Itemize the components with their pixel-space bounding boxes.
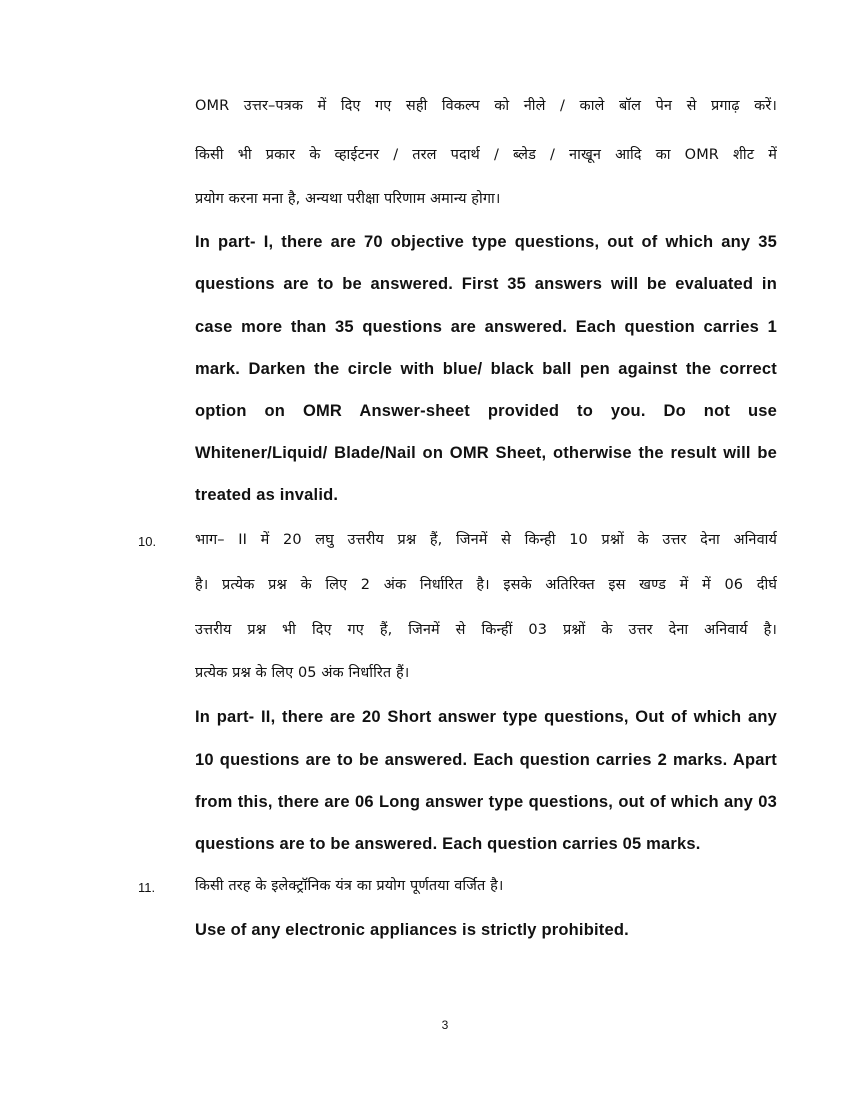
part1-english-line-1: In part- I, there are 70 objective type questions, out of which any 35 (195, 233, 777, 251)
part1-english-line-4: mark. Darken the circle with blue/ black ball pen against the correct (195, 360, 777, 378)
item-10-hindi-line-4: प्रत्येक प्रश्न के लिए 05 अंक निर्धारित हैं। (195, 665, 410, 681)
item-10-english-line-2: 10 questions are to be answered. Each question carries 2 marks. Apart (195, 751, 777, 769)
omr-instruction-hindi-line-3: प्रयोग करना मना है, अन्यथा परीक्षा परिणाम अमान्य होगा। (195, 191, 501, 207)
item-10-english-line-3: from this, there are 06 Long answer type questions, out of which any 03 (195, 793, 777, 811)
item-10-hindi-line-1: भाग– II में 20 लघु उत्तरीय प्रश्न हैं, जिनमें से किन्ही 10 प्रश्नों के उत्तर देना अनिवार्य (195, 532, 777, 548)
item-10-number: 10. (138, 534, 157, 549)
part1-english-line-2: questions are to be answered. First 35 answers will be evaluated in (195, 275, 777, 293)
part1-english-line-7: treated as invalid. (195, 486, 339, 504)
item-11-number: 11. (138, 880, 156, 895)
item-11-hindi: किसी तरह के इलेक्ट्रॉनिक यंत्र का प्रयोग पूर्णतया वर्जित है। (195, 878, 504, 894)
part1-english-line-3: case more than 35 questions are answered. Each question carries 1 (195, 318, 777, 336)
page-number: 3 (441, 1018, 449, 1032)
item-10-english-line-1: In part- II, there are 20 Short answer type questions, Out of which any (195, 708, 777, 726)
part1-english-line-6: Whitener/Liquid/ Blade/Nail on OMR Sheet, otherwise the result will be (195, 444, 777, 462)
item-10-hindi-line-2: है। प्रत्येक प्रश्न के लिए 2 अंक निर्धारित है। इसके अतिरिक्त इस खण्ड में में 06 दीर्घ (195, 577, 777, 593)
part1-english-line-5: option on OMR Answer-sheet provided to you. Do not use (195, 402, 777, 420)
item-10-hindi-line-3: उत्तरीय प्रश्न भी दिए गए हैं, जिनमें से किन्हीं 03 प्रश्नों के उत्तर देना अनिवार्य है। (195, 622, 777, 638)
omr-instruction-hindi-line-2: किसी भी प्रकार के व्हाईटनर / तरल पदार्थ / ब्लेड / नाखून आदि का OMR शीट में (195, 147, 777, 163)
item-11-english: Use of any electronic appliances is strictly prohibited. (195, 921, 629, 939)
omr-instruction-hindi-line-1: OMR उत्तर–पत्रक में दिए गए सही विकल्प को नीले / काले बॉल पेन से प्रगाढ़ करें। (195, 98, 777, 114)
item-10-english-line-4: questions are to be answered. Each question carries 05 marks. (195, 835, 701, 853)
